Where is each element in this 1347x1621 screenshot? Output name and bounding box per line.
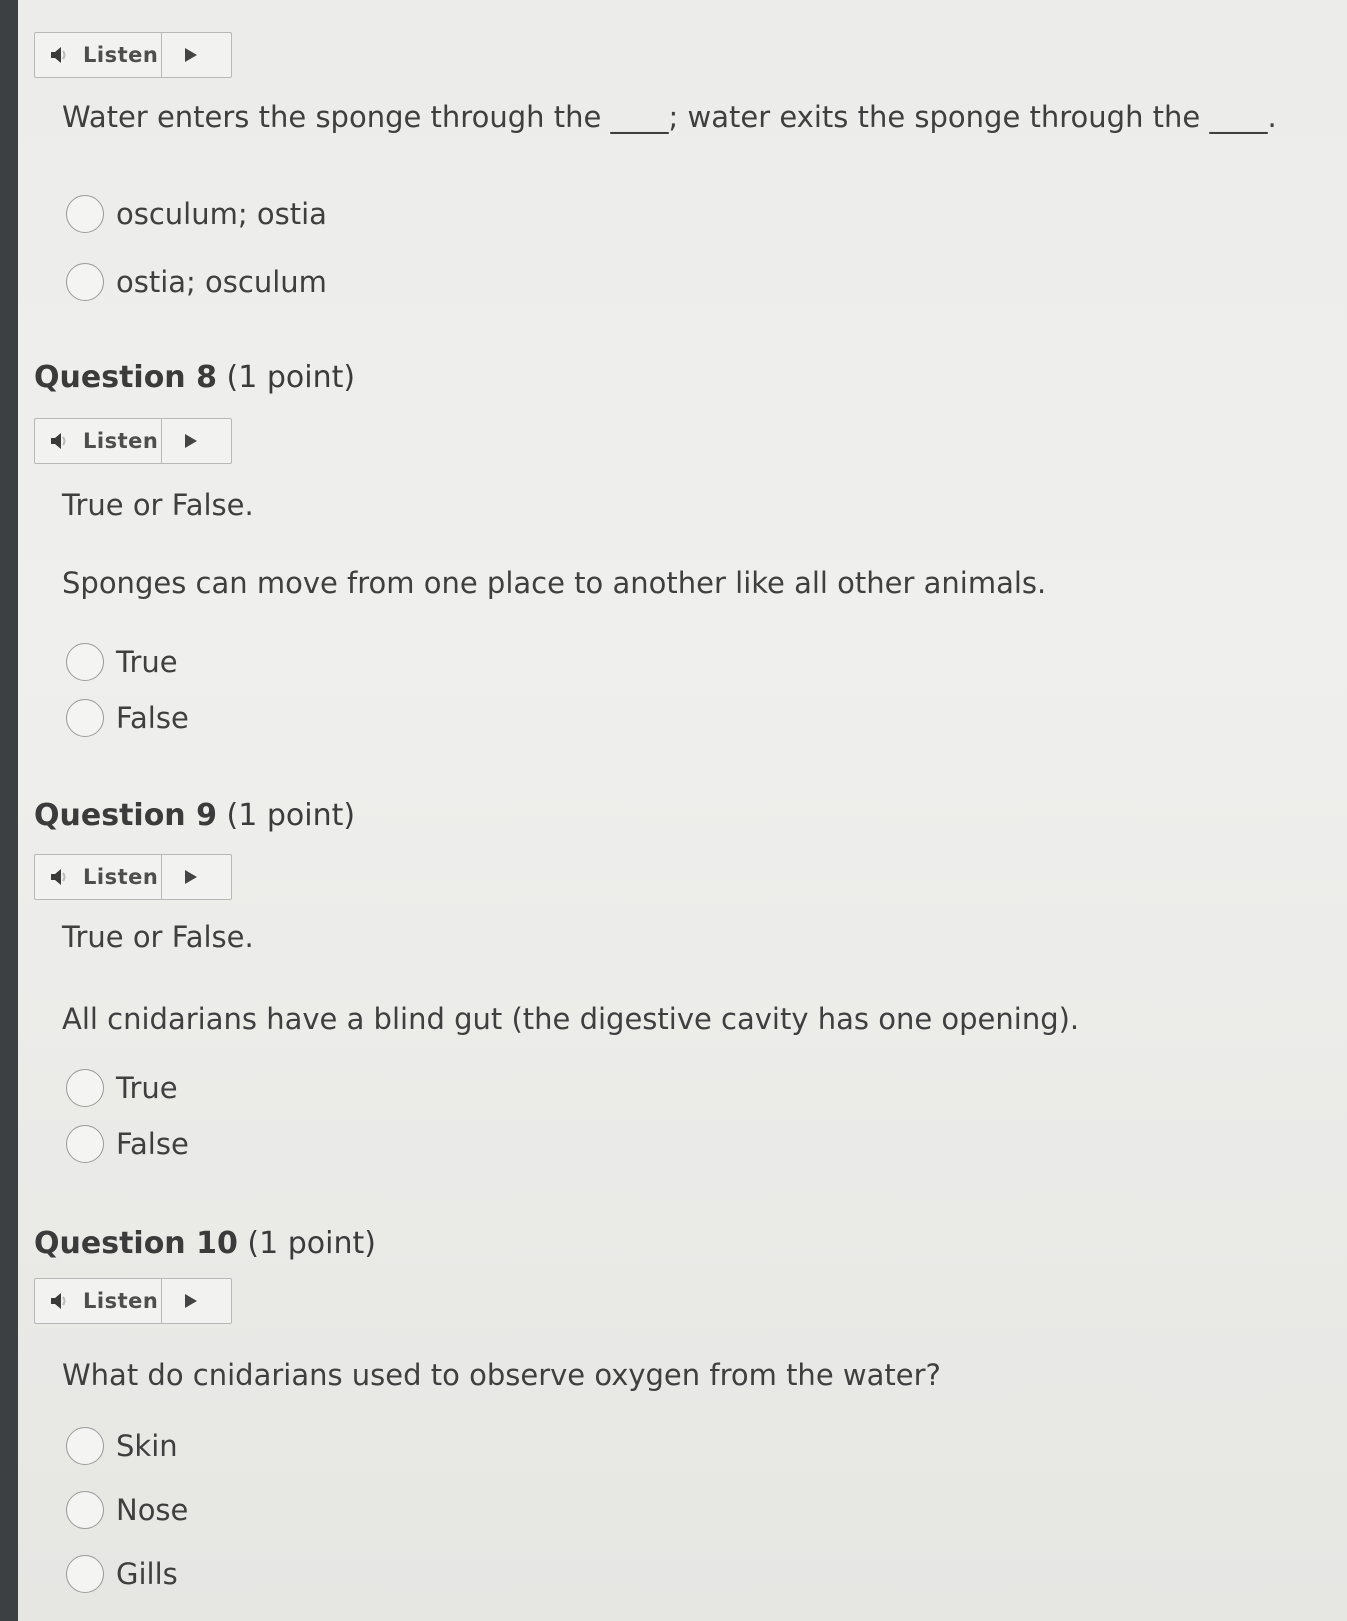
option-false[interactable]	[66, 698, 189, 738]
option-skin[interactable]	[66, 1426, 178, 1466]
question-text: Water enters the sponge through the ____; water exits the sponge through the ____.	[62, 100, 1277, 134]
listen-label: Listen	[83, 429, 159, 453]
option-label: osculum; ostia	[116, 197, 327, 231]
question-text: All cnidarians have a blind gut (the digestive cavity has one opening).	[62, 1002, 1080, 1036]
question-text: Sponges can move from one place to another like all other animals.	[62, 566, 1047, 600]
radio-button[interactable]	[66, 1069, 104, 1107]
listen-label: Listen	[83, 43, 159, 67]
question-prompt: True or False.	[62, 920, 254, 954]
play-icon[interactable]	[182, 432, 200, 450]
option-q7-2[interactable]	[66, 262, 327, 302]
speaker-icon	[49, 1291, 69, 1311]
radio-button[interactable]	[66, 1555, 104, 1593]
option-label: Gills	[116, 1557, 178, 1591]
screen-left-edge	[0, 0, 18, 1621]
listen-button-q8[interactable]	[34, 418, 232, 464]
play-icon[interactable]	[182, 46, 200, 64]
question-number: Question 10	[34, 1226, 238, 1261]
listen-divider	[161, 1279, 162, 1323]
listen-button-q10[interactable]	[34, 1278, 232, 1324]
play-icon[interactable]	[182, 868, 200, 886]
play-icon[interactable]	[182, 1292, 200, 1310]
option-label: False	[116, 701, 189, 735]
option-label: True	[116, 645, 178, 679]
radio-button[interactable]	[66, 263, 104, 301]
radio-button[interactable]	[66, 1427, 104, 1465]
listen-button-q9[interactable]	[34, 854, 232, 900]
question-points: (1 point)	[247, 1226, 376, 1261]
option-q7-1[interactable]	[66, 194, 327, 234]
radio-button[interactable]	[66, 195, 104, 233]
listen-label: Listen	[83, 865, 159, 889]
option-label: Skin	[116, 1429, 178, 1463]
radio-button[interactable]	[66, 699, 104, 737]
listen-divider	[161, 855, 162, 899]
option-label: True	[116, 1071, 178, 1105]
option-gills[interactable]	[66, 1554, 178, 1594]
question-points: (1 point)	[226, 360, 356, 395]
option-true[interactable]	[66, 1068, 178, 1108]
speaker-icon	[49, 431, 69, 451]
speaker-icon	[49, 867, 69, 887]
listen-divider	[161, 33, 162, 77]
question-7	[18, 0, 1347, 320]
option-nose[interactable]	[66, 1490, 188, 1530]
option-false[interactable]	[66, 1124, 189, 1164]
option-true[interactable]	[66, 642, 178, 682]
speaker-icon	[49, 45, 69, 65]
listen-button-q7[interactable]	[34, 32, 232, 78]
option-label: False	[116, 1127, 189, 1161]
question-number: Question 9	[34, 798, 217, 833]
listen-label: Listen	[83, 1289, 159, 1313]
question-prompt: True or False.	[62, 488, 254, 522]
question-number: Question 8	[34, 360, 217, 395]
question-10	[18, 1226, 1347, 1621]
radio-button[interactable]	[66, 1491, 104, 1529]
option-label: Nose	[116, 1493, 189, 1527]
question-text: What do cnidarians used to observe oxygen from the water?	[62, 1358, 941, 1392]
question-8	[18, 360, 1347, 780]
radio-button[interactable]	[66, 643, 104, 681]
option-label: ostia; osculum	[116, 265, 327, 299]
question-title	[34, 798, 355, 833]
question-title	[34, 360, 355, 395]
quiz-page	[18, 0, 1347, 1621]
question-points: (1 point)	[226, 798, 356, 833]
question-title	[34, 1226, 376, 1261]
listen-divider	[161, 419, 162, 463]
radio-button[interactable]	[66, 1125, 104, 1163]
question-9	[18, 798, 1347, 1198]
